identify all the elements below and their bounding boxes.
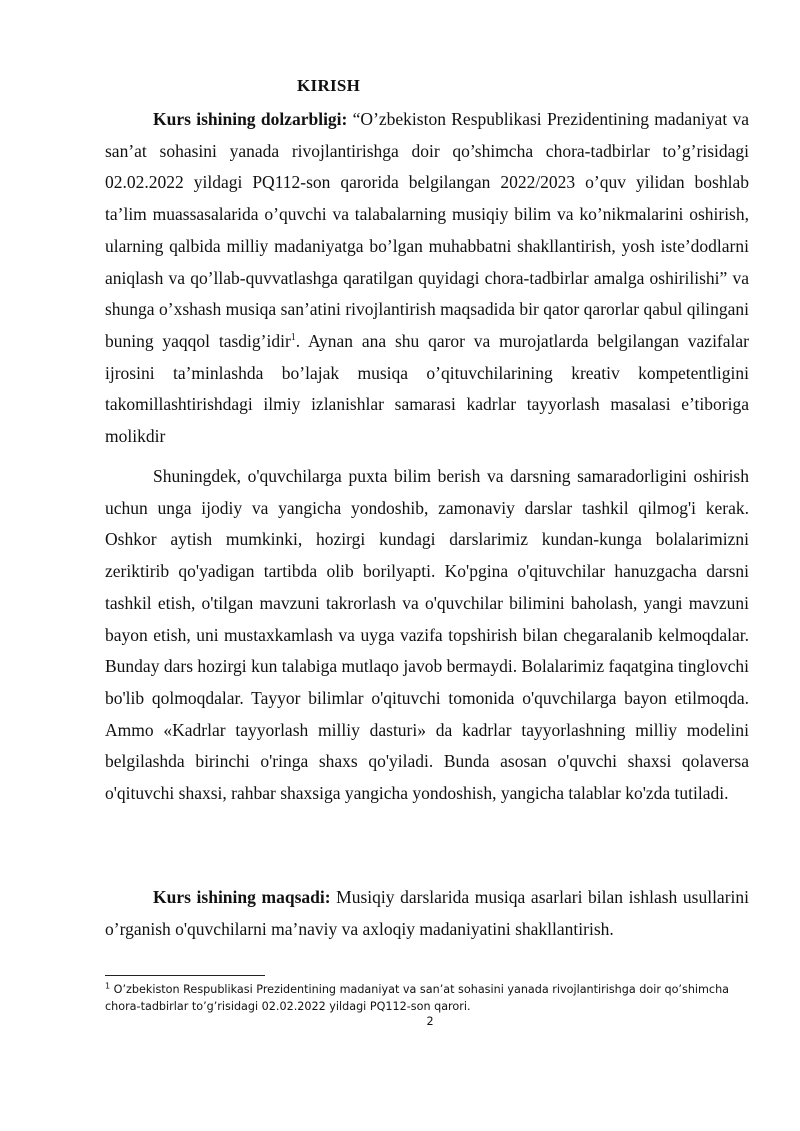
relevance-text: “O’zbekiston Respublikasi Prezidentining madaniyat va san’at sohasini yanada rivojlantirishga doir qo’shimcha chora-tadbirlar to’g’risidagi 02.02.2022 yildagi PQ112-son qarorida belgilangan 2022/2023 o’quv yilidan boshlab ta’lim muassasalarida o’quvchi va talabalarning musiqiy bilim va ko’nikmalarini oshirish, ularning qalbida milliy madaniyatga bo’lgan muhabbatni shakllantirish, yosh iste’dodlarni aniqlash va qo’llab-quvvatlashga qaratilgan quyidagi chora-tadbirlar amalga oshirilishi” va shunga o’xshash musiqa san’atini rivojlantirish maqsadida bir qator qarorlar qabul qilingani buning yaqqol tasdig’idir [105, 109, 749, 351]
goal-text: Musiqiy darslarida musiqa asarlari bilan ishlash usullarini o’rganish o'quvchilarni ma’naviy va axloqiy madaniyatini shakllantirish. [105, 887, 750, 939]
paragraph-relevance [105, 104, 749, 453]
relevance-lead: Kurs ishining dolzarbligi: [153, 109, 348, 129]
goal-lead: Kurs ishining maqsadi: [153, 887, 331, 907]
footnote-text: O’zbekiston Respublikasi Prezidentining madaniyat va san’at sohasini yanada rivojlantirishga doir qo’shimcha chora-tadbirlar to’g’risidagi 02.02.2022 yildagi PQ112-son qarori. [105, 983, 730, 1013]
page-number: 2 [426, 1015, 434, 1028]
footnote [105, 981, 745, 1015]
paragraph-goal [105, 882, 749, 945]
section-heading: KIRISH [297, 76, 361, 95]
footnote-marker: 1 [105, 981, 111, 991]
paragraph-lessons: Shuningdek, o'quvchilarga puxta bilim berish va darsning samaradorligini oshirish uchun unga ijodiy va yangicha yondoshib, zamonaviy darslar tashkil qilmog'i kerak. Oshkor aytish mumkinki, hozirgi kundagi darslarimiz kundan-kunga bolalarimizni zeriktirib qo'yadigan tartibda olib borilyapti. Ko'pgina o'qituvchilar hanuzgacha darsni tashkil etish, o'tilgan mavzuni takrorlash va o'quvchilar bilimini baholash, yangi mavzuni bayon etish, uni mustaxkamlash va uyga vazifa topshirish bilan chegaralanib kelmoqdalar. Bunday dars hozirgi kun talabiga mutlaqo javob bermaydi. Bolalarimiz faqatgina tinglovchi bo'lib qolmoqdalar. Tayyor bilimlar o'qituvchi tomonida o'quvchilarga bayon etilmoqda. Ammo «Kadrlar tayyorlash milliy dasturi» da kadrlar tayyorlashning milliy modelini belgilashda birinchi o'ringa shaxs qo'yiladi. Bunda asosan o'quvchi shaxsi qolaversa o'qituvchi shaxsi, rahbar shaxsiga yangicha yondoshish, yangicha talablar ko'zda tutiladi. [105, 466, 749, 804]
relevance-text-continued: . Aynan ana shu qaror va murojatlarda belgilangan vazifalar ijrosini ta’minlashda bo’lajak musiqa o’qituvchilarining kreativ kompetentligini takomillashtirishdagi ilmiy izlanishlar samarasi kadrlar tayyorlash masalasi e’tiboriga molikdir [105, 330, 749, 447]
footnote-separator [105, 975, 265, 976]
footnote-reference[interactable]: 1 [290, 332, 296, 344]
